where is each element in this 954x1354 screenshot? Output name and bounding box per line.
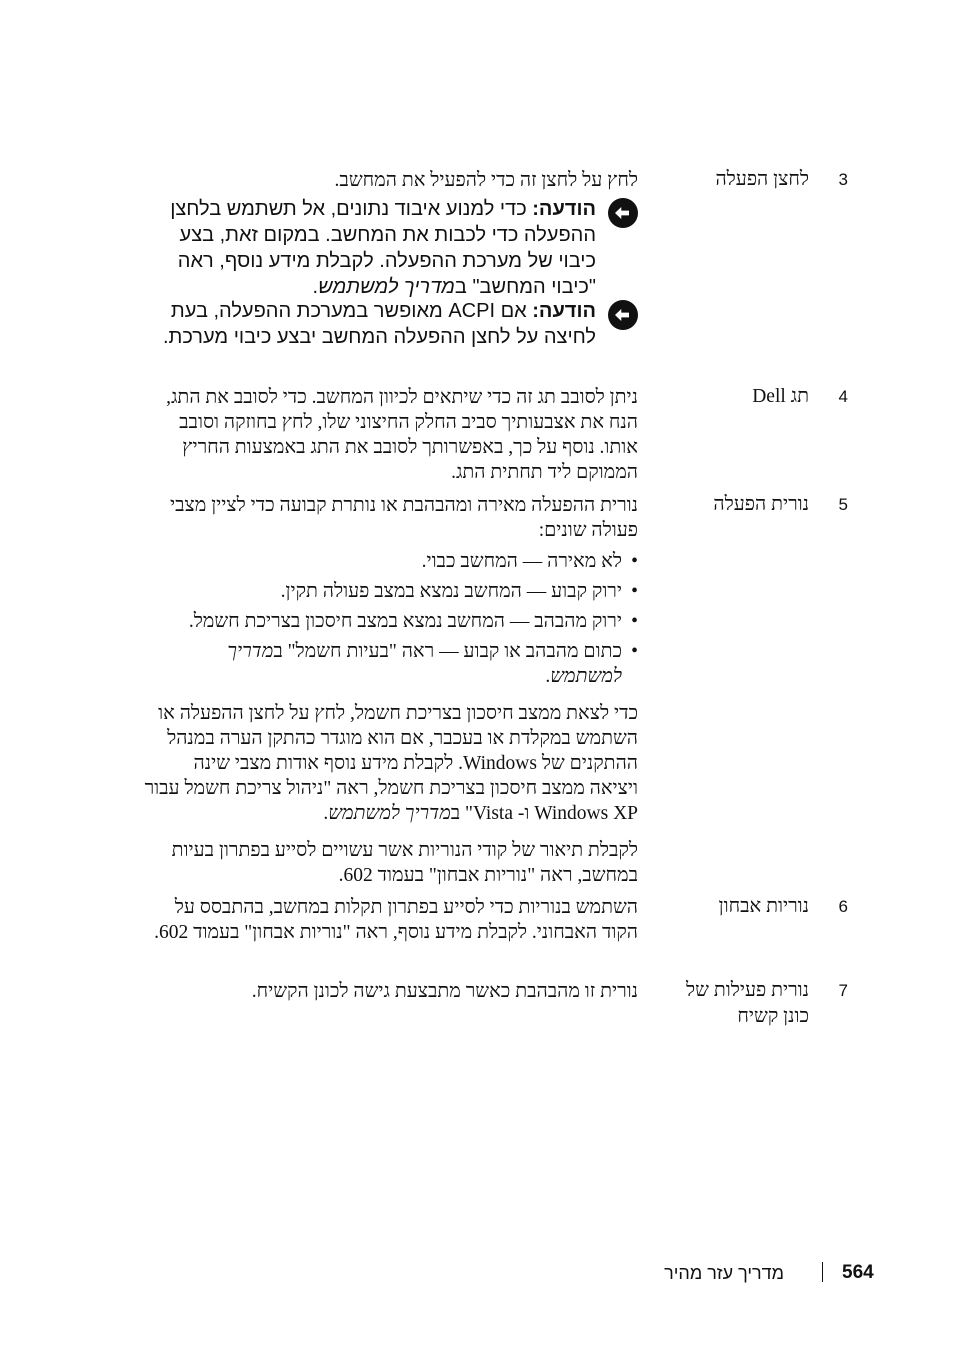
list-item: • ירוק מהבהב — המחשב נמצא במצב חיסכון בצריכת חשמל. xyxy=(143,609,638,634)
notice-text xyxy=(156,298,596,350)
list-item-end: . xyxy=(545,666,551,687)
para-end: . xyxy=(323,803,329,824)
notice-label: הודעה: xyxy=(532,198,596,220)
para-text: כדי לצאת ממצב חיסכון בצריכת חשמל, לחץ על לחצן ההפעלה או השתמש במקלדת או בעכבר, אם הוא מוגדר כהתקן הערה במנהל ההתקנים של Windows. לקבלת מידע נוסף אודות מצבי שינה ויציאה ממצב חיסכון בצריכת חשמל, ראה "ניהול צריכת חשמל עבור Windows XP ו- Vista" ב xyxy=(144,703,638,824)
row-label: נורית הפעלה xyxy=(713,494,809,515)
list-item: • ירוק קבוע — המחשב נמצא במצב פעולה תקין. xyxy=(143,579,638,604)
list-item xyxy=(202,639,638,689)
notice-block xyxy=(162,298,638,350)
row-text: השתמש בנוריות כדי לסייע בפתרון תקלות במחשב, בהתבסס על הקוד האבחוני. לקבלת מידע נוסף, ראה "נוריות אבחון" בעמוד 602. xyxy=(154,897,638,943)
status-list xyxy=(143,549,638,689)
row-number: 6 xyxy=(838,897,848,916)
row-label: נורית פעילות של כונן קשיח xyxy=(686,980,809,1027)
guide-reference: מדריך למשתמש xyxy=(328,803,451,824)
notice-body: כדי למנוע איבוד נתונים, אל תשתמש בלחצן ההפעלה כדי לכבות את המחשב. במקום זאת, בצע כיבוי של מערכת ההפעלה. לקבלת מידע נוסף, ראה "כיבוי המחשב" ב xyxy=(170,198,596,298)
row-5-para xyxy=(143,701,638,826)
row-number: 4 xyxy=(838,387,848,406)
notice-body: אם ACPI מאופשר במערכת ההפעלה, בעת לחיצה על לחצן ההפעלה המחשב יבצע כיבוי מערכת. xyxy=(162,300,596,348)
notice-icon xyxy=(608,300,638,330)
footer-title: מדריך עזר מהיר xyxy=(664,1263,784,1283)
row-label: נוריות אבחון xyxy=(718,896,809,917)
row-number: 5 xyxy=(838,495,848,514)
row-label: תג Dell xyxy=(752,386,809,407)
row-number: 3 xyxy=(838,170,848,189)
row-number: 7 xyxy=(838,981,848,1000)
row-text: ניתן לסובב תג זה כדי שיתאים לכיוון המחשב. כדי לסובב את התג, הנח את אצבעותיך סביב החלק החיצוני שלו, לחץ בחוזקה וסובב אותו. נוסף על כך, באפשרותך לסובב את התג באמצעות החריץ הממוקם ליד תחתית התג. xyxy=(166,387,638,483)
notice-body-end: . xyxy=(312,276,319,298)
guide-reference: מדריך למשתמש xyxy=(227,641,622,687)
notice-label: הודעה: xyxy=(532,300,596,322)
page-number: 564 xyxy=(842,1262,874,1283)
row-text xyxy=(143,493,638,896)
row-text: לחץ על לחצן זה כדי להפעיל את המחשב. xyxy=(334,170,638,191)
row-label: לחצן הפעלה xyxy=(715,169,809,190)
notice-icon xyxy=(608,198,638,228)
row-5-intro: נורית ההפעלה מאירה ומהבהבת או נותרת קבועה כדי לציין מצבי פעולה שונים: xyxy=(170,495,638,541)
list-item-text: כתום מהבהב או קבוע — ראה "בעיות חשמל" ב xyxy=(273,641,622,662)
guide-reference: מדריך למשתמש xyxy=(318,276,455,298)
notice-text xyxy=(156,196,596,300)
row-5-para: לקבלת תיאור של קודי הנוריות אשר עשויים לסייע בפתרון בעיות במחשב, ראה "נוריות אבחון" בעמוד 602. xyxy=(171,840,638,886)
notice-block xyxy=(170,196,638,300)
footer-divider xyxy=(822,1262,823,1282)
list-item: • לא מאירה — המחשב כבוי. xyxy=(143,549,638,574)
row-text: נורית זו מהבהבת כאשר מתבצעת גישה לכונן הקשיח. xyxy=(251,981,638,1002)
